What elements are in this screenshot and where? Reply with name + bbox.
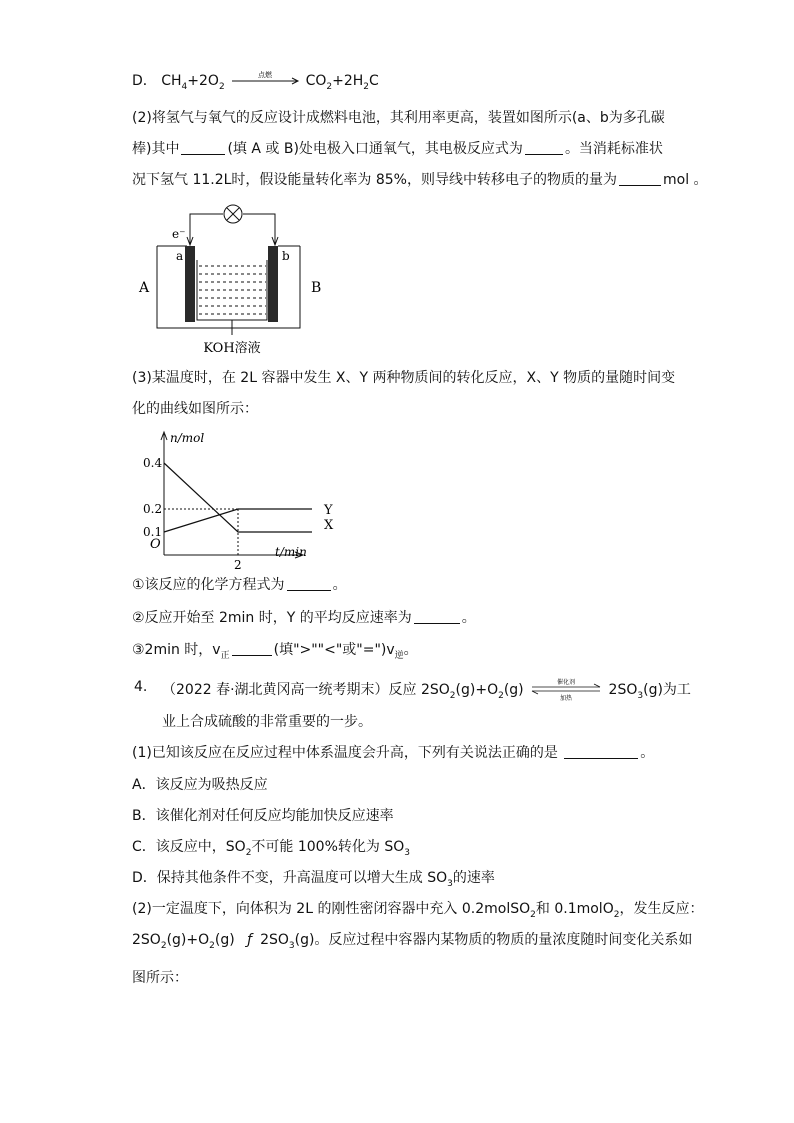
q3-item3: ③2min 时，$v_正$ (填">""<"或"$=")v_逆$。 <box>132 642 418 661</box>
q4-part2-line1: (2)一定温度下，向体积为 2L 的刚性密闭容器中充入 0.2molSO$_2$和 0.1molO$_2$，发生反应： <box>132 901 704 920</box>
x-axis-label: t/min <box>275 545 307 559</box>
x-tick-label: 2 <box>234 558 242 572</box>
q4-part2-line3: 图所示： <box>132 970 188 986</box>
p2-line1: (2)将氢气与氧气的反应设计成燃料电池，其利用率更高，装置如图所示(a、b为多孔碳 <box>132 110 665 126</box>
y-tick-label: 0.2 <box>143 502 163 516</box>
label-A: A <box>139 280 150 296</box>
solution-label: KOH溶液 <box>203 341 261 356</box>
series-line-y <box>164 509 312 532</box>
q4-option-d: D．保持其他条件不变，升高温度可以增大生成 $SO_3$的速率 <box>132 870 495 889</box>
koh-solution <box>199 266 266 314</box>
y-tick-label: 0.1 <box>143 525 163 539</box>
fuel-cell-diagram <box>135 200 335 358</box>
q4-line1: （2022 春·湖北黄冈高一统考期末）反应 $2SO_2(g)+O_2(g)$ 催化剂 加热 $2SO_3(g)$为工 <box>162 679 691 702</box>
lamp-icon <box>224 205 242 223</box>
series-label-x: X <box>324 518 334 533</box>
label-a: a <box>176 249 184 263</box>
q4-part2-line2: $2SO_2(g)+O_2(g)$ ƒ $2SO_3(g)$。反应过程中容器内某物质的物质的量浓度随时间变化关系如 <box>132 932 693 951</box>
origin-label: O <box>150 537 161 552</box>
electron-label: e⁻ <box>172 227 186 241</box>
q3-item1: ①该反应的化学方程式为 。 <box>132 577 347 593</box>
electrode-a <box>185 246 195 322</box>
equilibrium-arrow <box>528 677 604 701</box>
q4-option-c: C．该反应中，$SO_2$不可能 100%转化为 $SO_3$ <box>132 839 410 858</box>
q4-option-a: A．该反应为吸热反应 <box>132 777 268 793</box>
label-b: b <box>282 249 290 263</box>
answer-blank[interactable] <box>232 641 272 656</box>
answer-blank[interactable] <box>525 140 563 155</box>
p2-line3: 况下氢气 11.2L时，假设能量转化率为 85%，则导线中转移电子的物质的量为 mol 。 <box>132 172 708 188</box>
n-t-line-chart <box>140 428 334 572</box>
electrode-b <box>268 246 278 322</box>
y-axis-label: n/mol <box>170 431 205 445</box>
q4-option-b: B．该催化剂对任何反应均能加快反应速率 <box>132 808 394 824</box>
option-d-line: D． $CH_4+2O_2$ 点燃 $CO_2+2H_2C$ <box>132 71 379 92</box>
svg-text:加热: 加热 <box>560 695 573 702</box>
y-tick-label: 0.4 <box>143 456 163 470</box>
answer-blank[interactable] <box>564 744 638 759</box>
p3-line2: 化的曲线如图所示： <box>132 401 258 417</box>
answer-blank[interactable] <box>287 576 331 591</box>
q4-line2: 业上合成硫酸的非常重要的一步。 <box>162 714 372 730</box>
svg-text:点燃: 点燃 <box>258 71 273 79</box>
p2-line2: 棒)其中 (填 A 或 B)处电极入口通氧气，其电极反应式为 。当消耗标准状 <box>132 141 663 157</box>
q4-number: 4. <box>134 679 148 695</box>
answer-blank[interactable] <box>619 171 661 186</box>
label-B: B <box>311 280 322 296</box>
svg-text:催化剂: 催化剂 <box>557 679 576 686</box>
p3-line1: (3)某温度时，在 2L 容器中发生 X、Y 两种物质间的转化反应，X、Y 物质的量随时间变 <box>132 370 676 386</box>
answer-blank[interactable] <box>414 609 460 624</box>
reaction-arrow <box>229 70 301 88</box>
series-label-y: Y <box>324 503 333 518</box>
answer-blank[interactable] <box>181 140 225 155</box>
q4-part1: (1)已知该反应在反应过程中体系温度会升高，下列有关说法正确的是 。 <box>132 745 655 761</box>
q3-item2: ②反应开始至 2min 时，Y 的平均反应速率为 。 <box>132 610 476 626</box>
